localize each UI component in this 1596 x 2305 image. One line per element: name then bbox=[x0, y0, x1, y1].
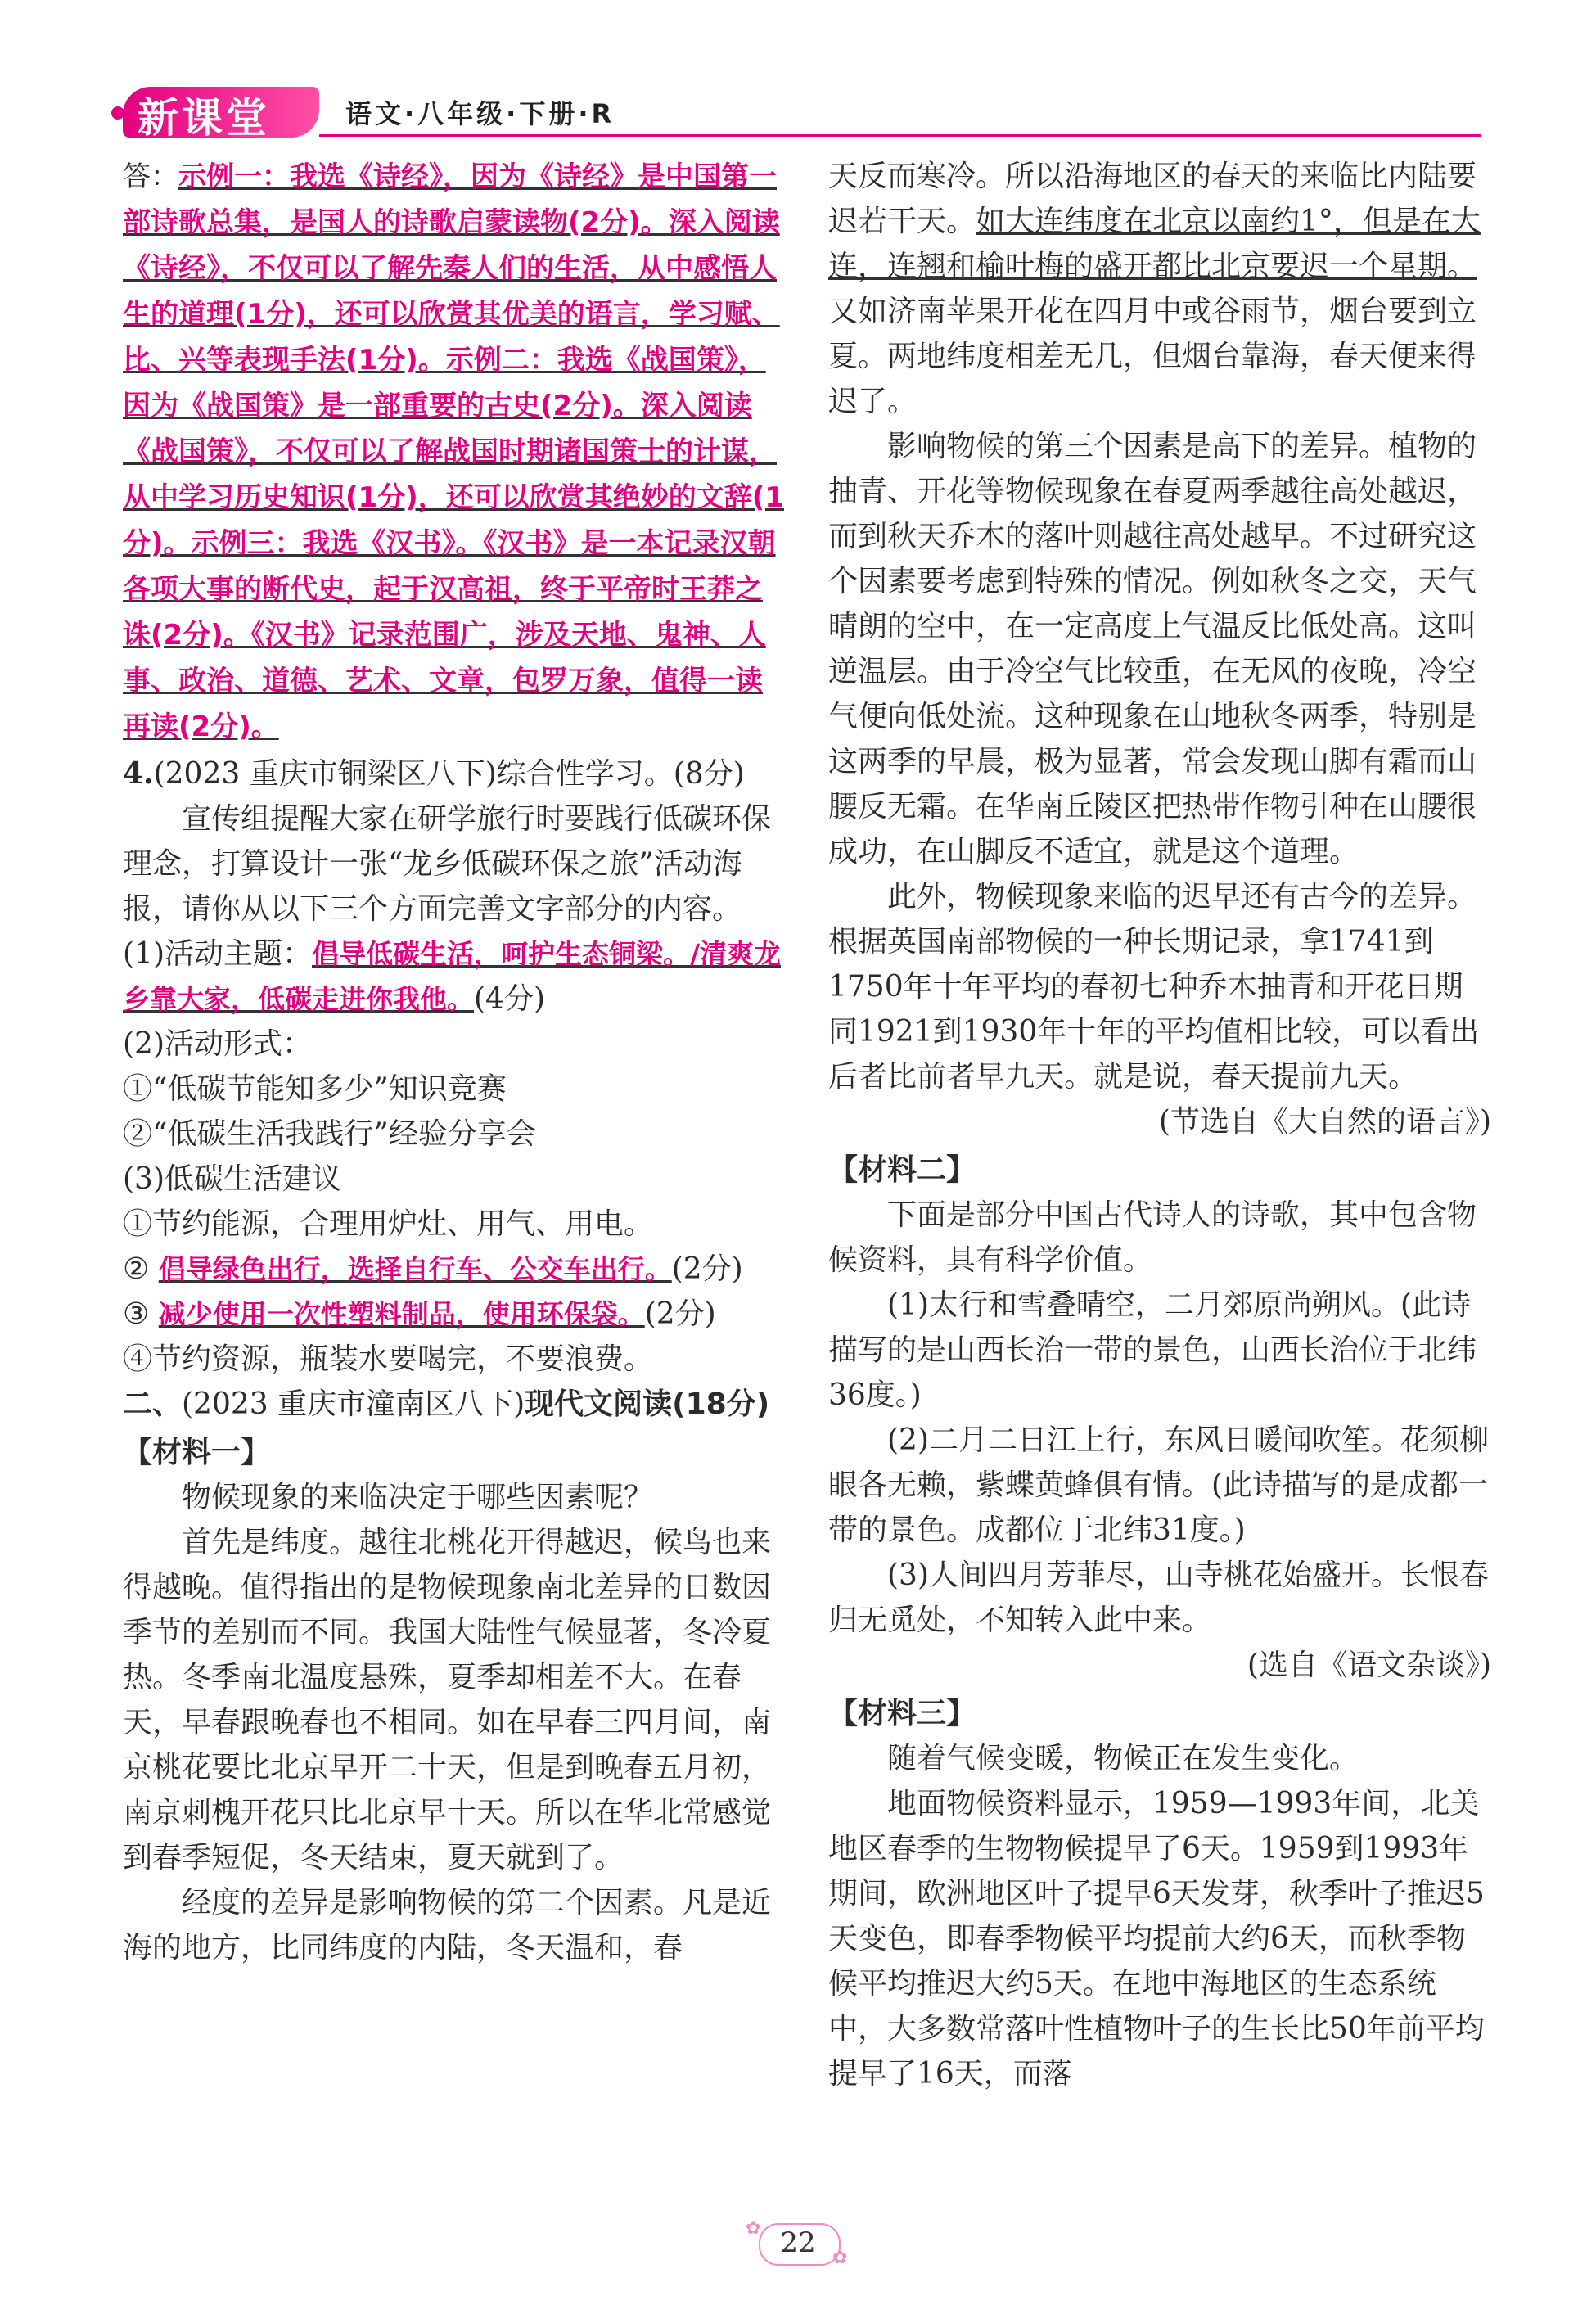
header-rule bbox=[319, 134, 1481, 137]
q4-part3-answer-b: 倡导绿色出行，选择自行车、公交车出行。 bbox=[158, 1253, 672, 1285]
text-run: 又如济南苹果开花在四月中或谷雨节，烟台要到立夏。两地纬度相差无几，但烟台靠海，春天便来得迟了。 bbox=[828, 295, 1477, 418]
page-number: 22 bbox=[780, 2226, 816, 2259]
paragraph: 物候现象的来临决定于哪些因素呢？ bbox=[182, 1481, 654, 1514]
paragraph: 随着气候变暖，物候正在发生变化。 bbox=[887, 1742, 1359, 1775]
source-citation: (节选自《大自然的语言》) bbox=[1158, 1105, 1491, 1139]
paragraph: 首先是纬度。越往北桃花开得越迟，候鸟也来得越晚。值得指出的是物候现象南北差异的日数因季节的差别而不同。我国大陆性气候显著，冬冷夏热。冬季南北温度悬殊，夏季却相差不大。在春天，早春跟晚春也不相同。如在早春三四月间，南京桃花要比北京早开二十天，但是到晚春五月初，南京刺槐开花只比北京早十天。所以在华北常感觉到春季短促，冬天结束，夏天就到了。 bbox=[123, 1526, 772, 1874]
q4-part3-label: (3)低碳生活建议 bbox=[123, 1162, 341, 1196]
page-number-badge bbox=[741, 2220, 855, 2269]
paragraph: 经度的差异是影响物候的第二个因素。凡是近海的地方，比同纬度的内陆，冬天温和，春 bbox=[123, 1886, 772, 1964]
score: (2分) bbox=[671, 1252, 743, 1286]
poem-3: (3)人间四月芳菲尽，山寺桃花始盛开。长恨春归无觅处，不知转入此中来。 bbox=[828, 1558, 1489, 1637]
q4-part2-item-a: ①“低碳节能知多少”知识竞赛 bbox=[123, 1072, 507, 1106]
answer-text: 示例一：我选《诗经》，因为《诗经》是中国第一部诗歌总集，是国人的诗歌启蒙读物(2分)。深入阅读《诗经》，不仅可以了解先秦人们的生活，从中感悟人生的道理(1分)，还可以欣赏其优美的语言，学习赋、比、兴等表现手法(1分)。示例二：我选《战国策》，因为《战国策》是一部重要的古史(2分)。深入阅读《战国策》，不仅可以了解战国时期诸国策士的计谋，从中学习历史知识(1分)，还可以欣赏其绝妙的文辞(1分)。示例三：我选《汉书》。《汉书》是一本记录汉朝各项大事的断代史，起于汉高祖，终于平帝时王莽之诛(2分)。《汉书》记录范围广，涉及天地、鬼神、人事、政治、道德、艺术、文章，包罗万象，值得一读再读(2分)。 bbox=[123, 160, 784, 743]
score: (2分) bbox=[644, 1297, 716, 1331]
material-1-label: 【材料一】 bbox=[123, 1436, 271, 1469]
poem-2: (2)二月二日江上行，东风日暖闻吹笙。花须柳眼各无赖，紫蝶黄蜂俱有情。(此诗描写的是成都一带的景色。成都位于北纬31度。) bbox=[828, 1423, 1489, 1547]
question-number: 4. bbox=[123, 756, 154, 791]
text-run: 天反而寒冷。所以沿海地区的春天的来临比内陆要迟若干天。 bbox=[828, 160, 1477, 238]
section-source: (2023 重庆市潼南区八下) bbox=[182, 1387, 525, 1421]
section-2-heading bbox=[123, 1382, 786, 1427]
star-icon: ✿ bbox=[832, 2248, 848, 2268]
q4-part3-item-a: ①节约能源，合理用炉灶、用气、用电。 bbox=[123, 1207, 654, 1241]
star-icon: ✿ bbox=[746, 2218, 761, 2239]
question-4-heading bbox=[123, 751, 786, 796]
q4-part3-item-d: ④节约资源，瓶装水要喝完，不要浪费。 bbox=[123, 1342, 654, 1376]
question-source: (2023 重庆市铜梁区八下)综合性学习。(8分) bbox=[153, 757, 745, 791]
page-header bbox=[123, 82, 1481, 141]
answer-block bbox=[123, 154, 786, 750]
q4-part3-item-b bbox=[123, 1247, 786, 1292]
subject-label: 语文·八年级·下册·R bbox=[345, 98, 615, 129]
item-number: ② bbox=[123, 1252, 150, 1286]
q4-part1-score: (4分) bbox=[474, 982, 545, 1016]
brand-logo bbox=[123, 82, 319, 141]
q4-part1-label: (1)活动主题： bbox=[123, 937, 312, 971]
section-title: 现代文阅读(18分) bbox=[525, 1387, 770, 1421]
left-column bbox=[123, 154, 786, 1970]
q4-part3-item-c bbox=[123, 1292, 786, 1337]
q4-part2-item-b: ②“低碳生活我践行”经验分享会 bbox=[123, 1117, 536, 1151]
right-column bbox=[828, 154, 1491, 2096]
paragraph: 此外，物候现象来临的迟早还有古今的差异。根据英国南部物候的一种长期记录，拿1741到1750年十年平均的春初七种乔木抽青和开花日期同1921到1930年十年的平均值相比较，可以看出后者比前者早九天。就是说，春天提前九天。 bbox=[828, 880, 1480, 1094]
logo-text: 新课堂 bbox=[138, 94, 270, 142]
paragraph: 下面是部分中国古代诗人的诗歌，其中包含物候资料，具有科学价值。 bbox=[828, 1198, 1477, 1277]
q4-part1 bbox=[123, 931, 786, 1022]
item-number: ③ bbox=[123, 1297, 150, 1331]
paragraph: 地面物候资料显示，1959—1993年间，北美地区春季的生物物候提早了6天。1959到1993年期间，欧洲地区叶子提早6天发芽，秋季叶子推迟5天变色，即春季物候平均提前大约6天，而秋季物候平均推迟大约5天。在地中海地区的生态系统中，大多数常落叶性植物叶子的生长比50年前平均提早了16天，而落 bbox=[828, 1787, 1485, 2091]
paragraph bbox=[828, 154, 1491, 424]
underlined-sentence: 如大连纬度在北京以南约1°，但是在大连，连翘和榆叶梅的盛开都比北京要迟一个星期。 bbox=[828, 205, 1481, 283]
q4-part3-answer-c: 减少使用一次性塑料制品，使用环保袋。 bbox=[158, 1298, 645, 1330]
question-4-intro: 宣传组提醒大家在研学旅行时要践行低碳环保理念，打算设计一张“龙乡低碳环保之旅”活动海报，请你从以下三个方面完善文字部分的内容。 bbox=[123, 802, 772, 926]
answer-prefix: 答： bbox=[123, 160, 178, 193]
material-2-label: 【材料二】 bbox=[828, 1153, 976, 1187]
poem-1: (1)太行和雪叠晴空，二月郊原尚朔风。(此诗描写的是山西长治一带的景色，山西长治位于北纬36度。) bbox=[828, 1288, 1477, 1412]
q4-part1-answer: 倡导低碳生活，呵护生态铜梁。/清爽龙乡靠大家，低碳走进你我他。 bbox=[123, 938, 782, 1015]
material-3-label: 【材料三】 bbox=[828, 1697, 976, 1730]
q4-part2-label: (2)活动形式： bbox=[123, 1027, 312, 1061]
source-citation: (选自《语文杂谈》) bbox=[1247, 1649, 1491, 1682]
section-number: 二、 bbox=[123, 1387, 183, 1421]
paragraph: 影响物候的第三个因素是高下的差异。植物的抽青、开花等物候现象在春夏两季越往高处越迟，而到秋天乔木的落叶则越往高处越早。不过研究这个因素要考虑到特殊的情况。例如秋冬之交，天气晴朗的空中，在一定高度上气温反比低处高。这叫逆温层。由于冷空气比较重，在无风的夜晚，冷空气便向低处流。这种现象在山地秋冬两季，特别是这两季的早晨，极为显著，常会发现山脚有霜而山腰反无霜。在华南丘陵区把热带作物引种在山腰很成功，在山脚反不适宜，就是这个道理。 bbox=[828, 430, 1477, 868]
